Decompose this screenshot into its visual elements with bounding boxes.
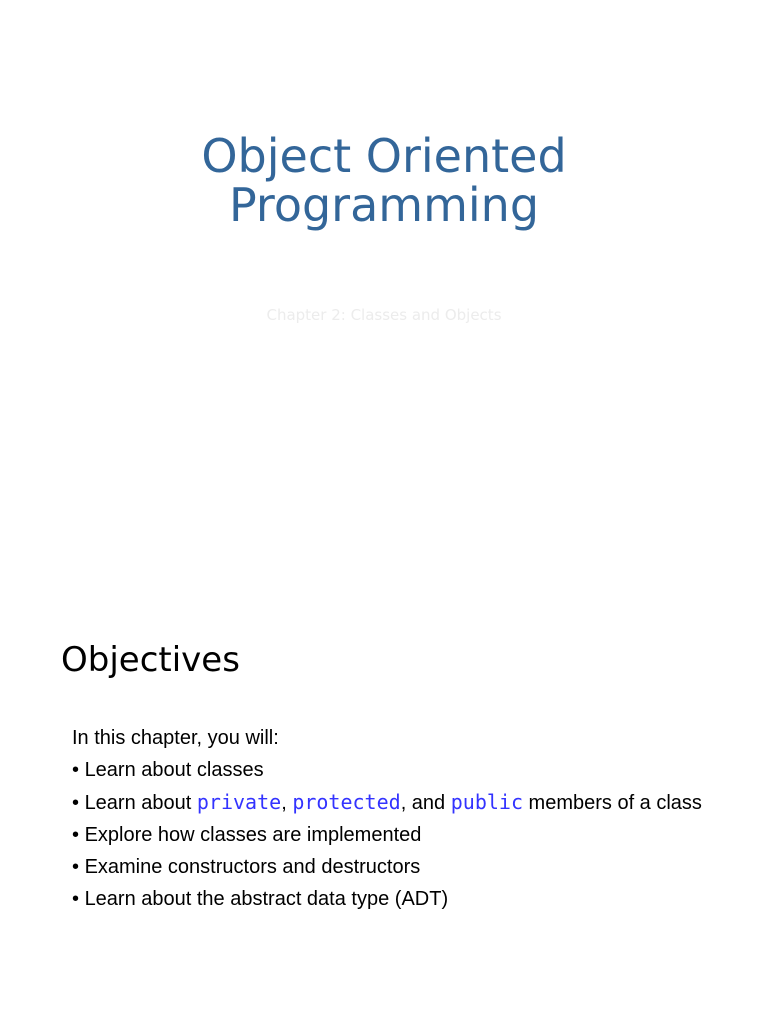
- list-item-text: Learn about the abstract data type (ADT): [84, 888, 449, 910]
- list-item: [72, 851, 702, 883]
- objectives-heading: Objectives: [61, 640, 240, 680]
- objectives-intro: In this chapter, you will:: [72, 727, 279, 749]
- objectives-list: [72, 722, 702, 915]
- bullet-marker: •: [72, 824, 85, 846]
- keyword-private: private: [196, 790, 282, 814]
- list-item-prefix: Learn about: [84, 792, 197, 814]
- list-item-separator: , and: [400, 792, 451, 814]
- bullet-marker: •: [72, 888, 85, 910]
- slide-title-line-2: Programming: [228, 178, 540, 232]
- list-item: [72, 883, 702, 915]
- list-item: [72, 754, 702, 786]
- slide-title: [0, 129, 768, 232]
- keyword-public: public: [450, 790, 523, 814]
- list-item: [72, 819, 702, 851]
- list-item-separator: ,: [281, 792, 293, 814]
- list-item-text: Explore how classes are implemented: [84, 824, 422, 846]
- slide-title-line-1: Object Oriented: [201, 129, 567, 183]
- list-item-text: Learn about classes: [84, 759, 264, 781]
- bullet-marker: •: [72, 792, 85, 814]
- slide-subtitle: Chapter 2: Classes and Objects: [266, 306, 502, 324]
- list-item-suffix: members of a class: [522, 792, 702, 814]
- keyword-protected: protected: [292, 790, 401, 814]
- list-item: [72, 786, 702, 819]
- list-item-text: Examine constructors and destructors: [84, 856, 421, 878]
- objectives-slide: [0, 576, 768, 1024]
- bullet-marker: •: [72, 759, 85, 781]
- bullet-marker: •: [72, 856, 85, 878]
